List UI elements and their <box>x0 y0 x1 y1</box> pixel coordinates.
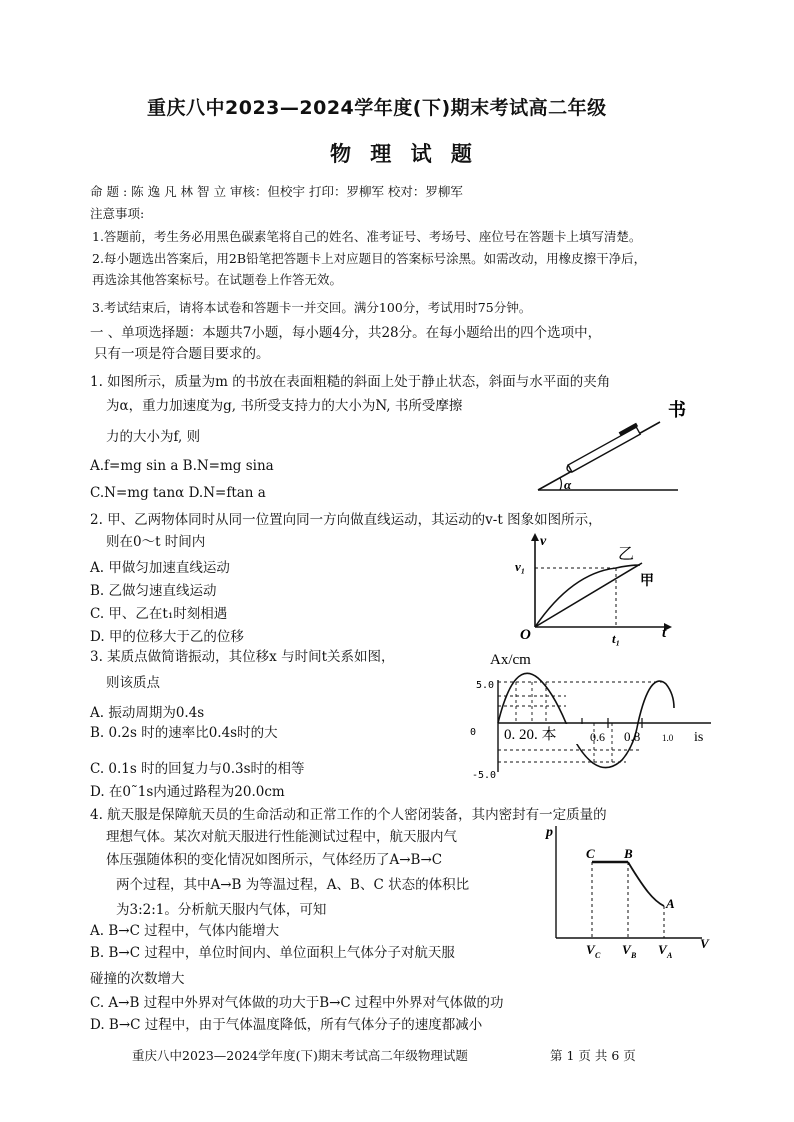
exam-staff: 命 题 : 陈 逸 凡 林 智 立 审核：但校宇 打印：罗柳军 校对：罗柳军 <box>90 184 463 199</box>
q2-option-a: A. 甲做匀加速直线运动 <box>90 560 230 576</box>
q4-stem-5: 为3:2:1。分析航天服内气体，可知 <box>116 902 327 918</box>
q4-axis-p: p <box>546 825 553 840</box>
q4-figure-pv-graph <box>540 822 710 962</box>
q2-option-c: C. 甲、乙在t₁时刻相遇 <box>90 606 228 622</box>
q3-y-bottom: -5.0 <box>472 770 497 781</box>
q4-option-c: C. A→B 过程中外界对气体做的功大于B→C 过程中外界对气体做的功 <box>90 995 504 1011</box>
q3-y-top: 5.0 <box>476 680 495 691</box>
q1-stem: 1. 如图所示，质量为m 的书放在表面粗糙的斜面上处于静止状态，斜面与水平面的夹角 <box>90 374 611 390</box>
q4-tick-vb: V <box>622 942 631 957</box>
section-heading-cont: 只有一项是符合题目要求的。 <box>94 346 270 362</box>
q2-axis-t1: t₁ <box>612 631 621 646</box>
q1-options-cd: C.N=mg tanα D.N=ftan a <box>90 485 266 501</box>
q1-options-ab: A.f=mg sin a B.N=mg sina <box>90 458 274 474</box>
q1-stem-3: 力的大小为f, 则 <box>106 429 201 445</box>
q3-axis-label: Ax/cm <box>490 652 531 668</box>
footer-page: 第 1 页 共 6 页 <box>550 1048 636 1063</box>
q3-stem-2: 则该质点 <box>106 675 160 691</box>
exam-title: 重庆八中2023—2024学年度(下)期末考试高二年级 <box>147 97 607 119</box>
exam-subject: 物 理 试 题 <box>330 142 478 166</box>
q4-option-b: B. B→C 过程中，单位时间内、单位面积上气体分子对航天服 <box>90 945 455 961</box>
q1-stem-2: 为α，重力加速度为g, 书所受支持力的大小为N, 书所受摩擦 <box>106 398 463 414</box>
q2-stem-2: 则在0～t 时间内 <box>106 534 206 550</box>
q4-tick-va-sub: A <box>667 951 673 960</box>
section-heading: 一 、单项选择题：本题共7小题，每小题4分，共28分。在每小题给出的四个选项中， <box>90 325 602 341</box>
q3-y-zero: 0 <box>470 727 477 738</box>
q2-origin: O <box>520 627 531 643</box>
q3-stem: 3. 某质点做简谐振动，其位移x 与时间t关系如图， <box>90 649 395 665</box>
q3-x-10: 1.0 <box>662 733 674 743</box>
q2-option-b: B. 乙做匀速直线运动 <box>90 583 217 599</box>
q2-axis-t: t <box>662 625 667 641</box>
q1-book-label: 书 <box>668 400 686 420</box>
q4-option-a: A. B→C 过程中，气体内能增大 <box>90 923 280 939</box>
q4-stem: 4. 航天服是保障航天员的生命活动和正常工作的个人密闭装备，其内密封有一定质量的 <box>90 807 607 823</box>
q4-option-d: D. B→C 过程中，由于气体温度降低，所有气体分子的速度都减小 <box>90 1017 483 1033</box>
notice-item-1: 1.答题前，考生务必用黑色碳素笔将自己的姓名、准考证号、考场号、座位号在答题卡上填写清楚。 <box>92 229 642 244</box>
q4-point-c: C <box>586 846 595 861</box>
q3-x-unit: is <box>694 730 704 745</box>
q3-x-06: 0.6 <box>590 730 605 744</box>
q4-tick-vc-sub: C <box>595 951 601 960</box>
q3-option-a: A. 振动周期为0.4s <box>90 705 205 721</box>
q1-figure-incline <box>532 398 686 498</box>
q4-axis-v: V <box>700 936 709 951</box>
q4-stem-2: 理想气体。某次对航天服进行性能测试过程中，航天服内气 <box>106 829 457 845</box>
q2-figure-vt-graph <box>512 533 682 653</box>
q2-label-jia: 甲 <box>640 574 654 589</box>
q3-x-ticks: 0. 20. 本 <box>504 727 557 743</box>
q3-option-d: D. 在0˜1s内通过路程为20.0cm <box>90 784 285 800</box>
notice-item-2-cont: 再选涂其他答案标号。在试题卷上作答无效。 <box>92 272 343 287</box>
q2-axis-v1: v₁ <box>515 559 526 574</box>
notice-item-2: 2.每小题选出答案后，用2B铅笔把答题卡上对应题目的答案标号涂黑。如需改动，用橡皮擦干净后， <box>92 251 647 266</box>
q3-figure-xt-graph <box>466 650 726 780</box>
q4-point-a: A <box>666 896 675 911</box>
q4-tick-va: V <box>658 942 667 957</box>
footer-title: 重庆八中2023—2024学年度(下)期末考试高二年级物理试题 <box>132 1048 468 1063</box>
q3-x-08: 0.8 <box>624 729 641 744</box>
q4-tick-vc: V <box>586 942 595 957</box>
q4-stem-3: 体压强随体积的变化情况如图所示，气体经历了A→B→C <box>106 852 443 868</box>
q4-tick-vb-sub: B <box>631 951 637 960</box>
notice-heading: 注意事项: <box>90 206 145 221</box>
q4-option-b-cont: 碰撞的次数增大 <box>90 971 185 987</box>
q2-label-yi: 乙 <box>618 546 635 563</box>
q4-point-b: B <box>624 846 633 861</box>
q4-stem-4: 两个过程，其中A→B 为等温过程，A、B、C 状态的体积比 <box>116 877 470 893</box>
notice-item-3: 3.考试结束后，请将本试卷和答题卡一并交回。满分100分，考试用时75分钟。 <box>92 300 532 315</box>
q1-angle-label: α <box>564 477 572 492</box>
q3-option-b: B. 0.2s 时的速率比0.4s时的大 <box>90 725 278 741</box>
q3-option-c: C. 0.1s 时的回复力与0.3s时的相等 <box>90 761 305 777</box>
q2-axis-v: v <box>540 534 547 549</box>
q2-option-d: D. 甲的位移大于乙的位移 <box>90 629 244 645</box>
q2-stem: 2. 甲、乙两物体同时从同一位置向同一方向做直线运动，其运动的v-t 图象如图所示， <box>90 512 602 528</box>
